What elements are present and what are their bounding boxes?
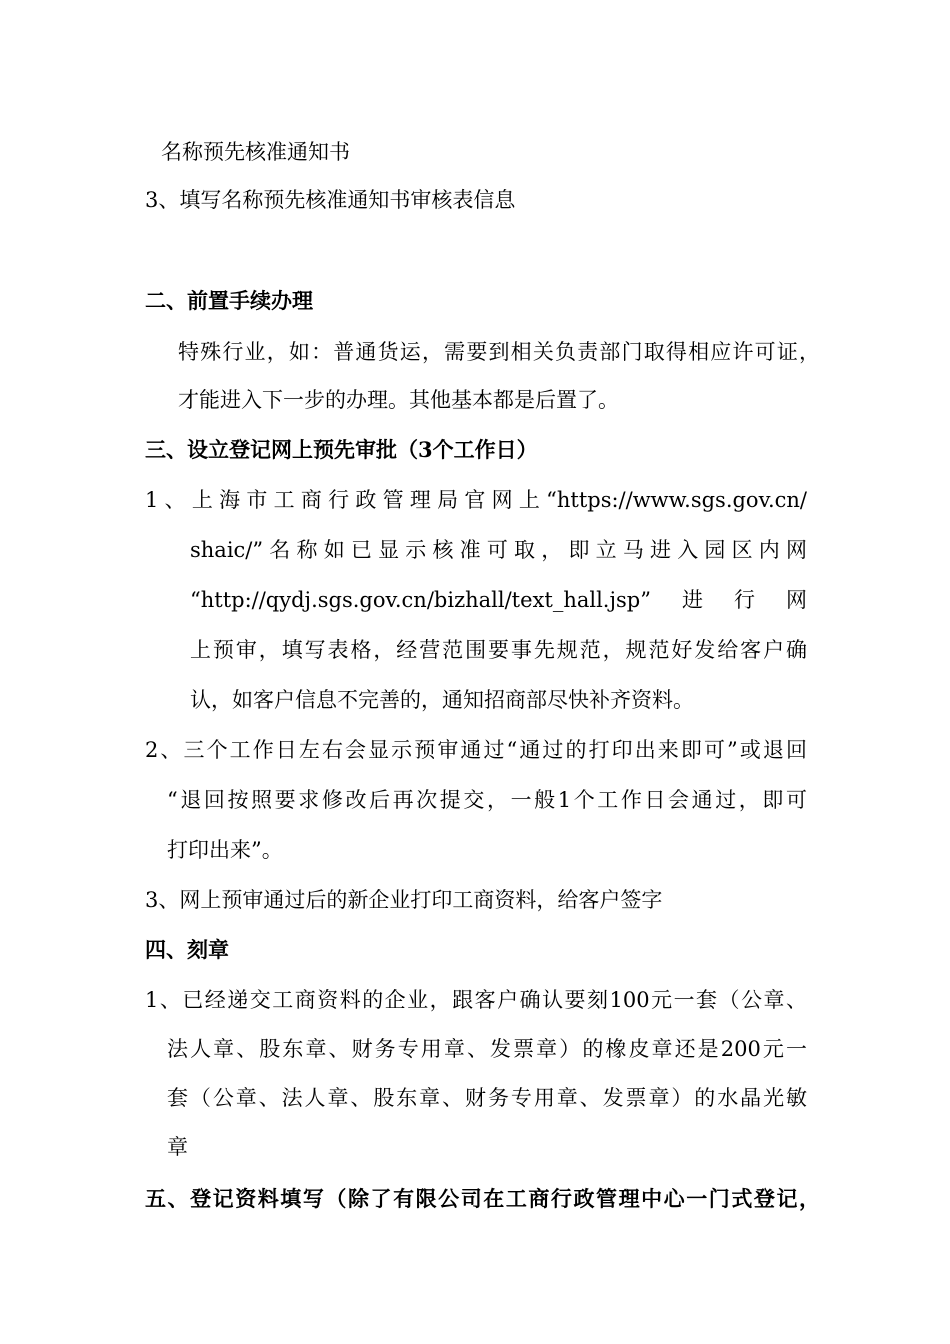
text-line: 上预审，填写表格，经营范围要事先规范，规范好发给客户确 bbox=[190, 638, 807, 662]
text-line: 特殊行业，如：普通货运，需要到相关负责部门取得相应许可证， bbox=[178, 340, 820, 364]
text-line: shaic/”名称如已显示核准可取，即立马进入园区内网 bbox=[190, 538, 807, 562]
text-line: 章 bbox=[167, 1135, 188, 1159]
text-line: 3、网上预审通过后的新企业打印工商资料，给客户签字 bbox=[145, 888, 663, 912]
text-line: 套（公章、法人章、股东章、财务专用章、发票章）的水晶光敏 bbox=[167, 1086, 807, 1110]
section-heading-5: 五、登记资料填写（除了有限公司在工商行政管理中心一门式登记， bbox=[145, 1186, 820, 1211]
text-line: 2、三个工作日左右会显示预审通过“通过的打印出来即可”或退回 bbox=[145, 738, 807, 762]
section-heading-4: 四、刻章 bbox=[145, 937, 229, 962]
text-line: 名称预先核准通知书 bbox=[161, 140, 350, 164]
text-line: 3、填写名称预先核准通知书审核表信息 bbox=[145, 188, 516, 212]
text-line: 1、已经递交工商资料的企业，跟客户确认要刻100元一套（公章、 bbox=[145, 988, 807, 1012]
text-line: “http://qydj.sgs.gov.cn/bizhall/text_hall.jsp”进行网 bbox=[190, 588, 807, 612]
text-line: 打印出来”。 bbox=[167, 838, 283, 862]
section-heading-2: 二、前置手续办理 bbox=[145, 288, 313, 313]
section-heading-3: 三、设立登记网上预先审批（3个工作日） bbox=[145, 437, 538, 462]
text-line: 1、上海市工商行政管理局官网上“https://www.sgs.gov.cn/ bbox=[145, 488, 807, 512]
text-line: 认，如客户信息不完善的，通知招商部尽快补齐资料。 bbox=[190, 688, 694, 712]
text-line: 才能进入下一步的办理。其他基本都是后置了。 bbox=[178, 388, 619, 412]
text-line: “退回按照要求修改后再次提交，一般1个工作日会通过，即可 bbox=[167, 788, 807, 812]
text-line: 法人章、股东章、财务专用章、发票章）的橡皮章还是200元一 bbox=[167, 1037, 807, 1061]
